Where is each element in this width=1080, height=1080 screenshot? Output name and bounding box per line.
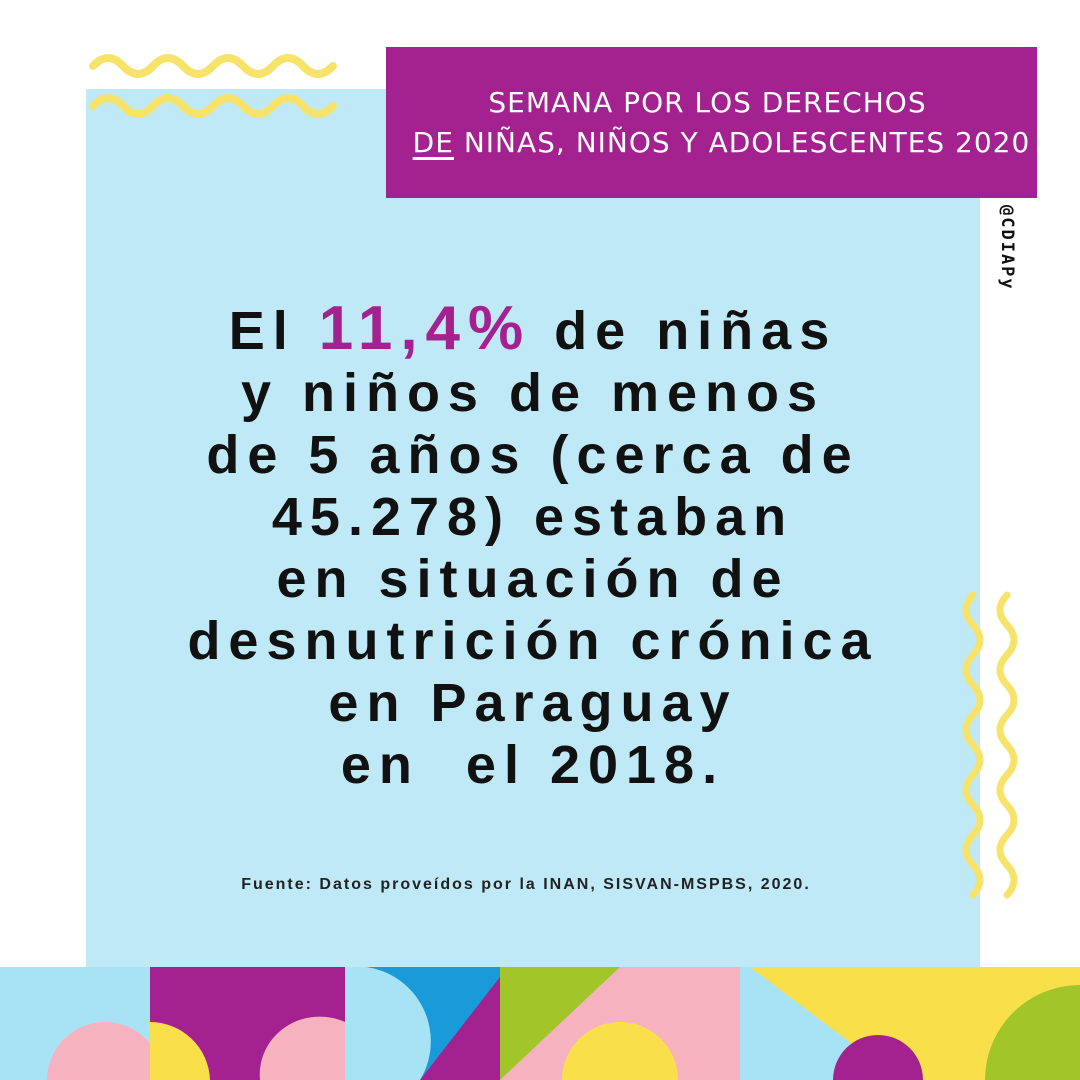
headline-line-8: en el 2018. — [340, 735, 726, 795]
banner-line-2-prefix: DE — [412, 125, 454, 159]
headline-line-3: de 5 años (cerca de — [206, 425, 860, 485]
social-handle: @CDIAPy — [997, 205, 1017, 291]
banner-line-1: SEMANA POR LOS DERECHOS — [488, 85, 927, 119]
headline-line-1 — [100, 294, 966, 363]
campaign-banner — [386, 47, 1037, 198]
headline-line-4: 45.278) estaban — [271, 487, 795, 547]
headline-line-1-end: de niñas — [531, 301, 838, 361]
banner-line-2 — [393, 123, 1031, 163]
banner-line-2-rest: NIÑAS, NIÑOS Y ADOLESCENTES 2020 — [453, 125, 1031, 159]
highlight-percentage: 11,4% — [318, 294, 532, 363]
headline-line-7: en Paraguay — [328, 673, 738, 733]
headline-statistic — [100, 294, 966, 796]
headline-line-6: desnutrición crónica — [187, 611, 879, 671]
top-squiggle-decoration — [88, 48, 338, 128]
headline-line-2: y niños de menos — [240, 363, 826, 423]
headline-line-1-start: El — [228, 301, 319, 361]
headline-line-5: en situación de — [276, 549, 790, 609]
geometric-pattern-footer — [0, 967, 1080, 1080]
source-note: Fuente: Datos proveídos por la INAN, SISVAN-MSPBS, 2020. — [241, 876, 811, 893]
